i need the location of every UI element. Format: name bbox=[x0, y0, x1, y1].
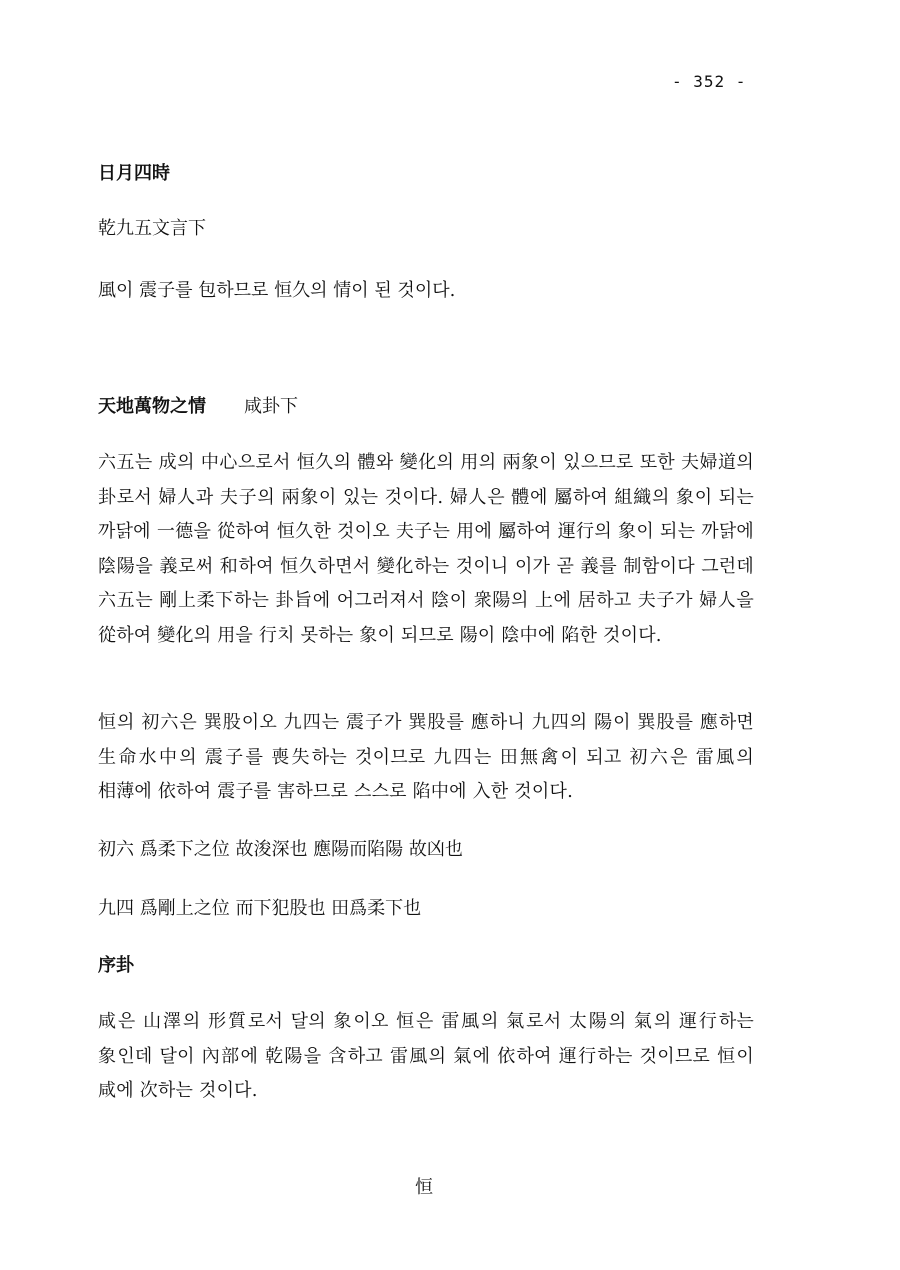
quote-chu-liu: 初六 爲柔下之位 故浚深也 應陽而陷陽 故凶也 bbox=[98, 839, 463, 860]
page-number: - 352 - bbox=[672, 72, 747, 91]
paragraph-heng-chu-liu: 恒의 初六은 巽股이오 九四는 震子가 巽股를 應하니 九四의 陽이 巽股를 應하면 生命水中의 震子를 喪失하는 것이므로 九四는 田無禽이 되고 初六은 雷風의 相薄에 依하여 震子를 害하므로 스스로 陷中에 入한 것이다. bbox=[98, 712, 754, 802]
heading-heaven-earth-ref: 咸卦下 bbox=[244, 396, 298, 417]
heading-xu-gua: 序卦 bbox=[98, 955, 134, 976]
quote-jiu-si: 九四 爲剛上之位 而下犯股也 田爲柔下也 bbox=[98, 898, 422, 919]
footer-title: 恒 bbox=[415, 1177, 433, 1198]
heading-heaven-earth-title: 天地萬物之情 bbox=[98, 396, 206, 417]
heading-heaven-earth bbox=[98, 393, 768, 421]
heading-sun-moon-four-seasons: 日月四時 bbox=[98, 163, 170, 184]
text-line-wind: 風이 震子를 包하므로 恒久의 情이 된 것이다. bbox=[98, 280, 456, 301]
paragraph-xian: 咸은 山澤의 形質로서 달의 象이오 恒은 雷風의 氣로서 太陽의 氣의 運行하는 象인데 달이 內部에 乾陽을 含하고 雷風의 氣에 依하여 運行하는 것이므로 恒이 咸에 次하는 것이다. bbox=[98, 1011, 754, 1101]
paragraph-six-five: 六五는 成의 中心으로서 恒久의 體와 變化의 用의 兩象이 있으므로 또한 夫婦道의 卦로서 婦人과 夫子의 兩象이 있는 것이다. 婦人은 體에 屬하여 組織의 象이 되는 까닭에 一德을 從하여 恒久한 것이오 夫子는 用에 屬하여 運行의 象이 되는 까닭에 陰陽을 義로써 和하여 恒久하면서 變化하는 것이니 이가 곧 義를 制함이다 그런데 六五는 剛上柔下하는 卦旨에 어그러져서 陰이 衆陽의 上에 居하고 夫子가 婦人을 從하여 變化의 用을 行치 못하는 象이 되므로 陽이 陰中에 陷한 것이다. bbox=[98, 452, 754, 646]
reference-qian-95: 乾九五文言下 bbox=[98, 218, 206, 239]
